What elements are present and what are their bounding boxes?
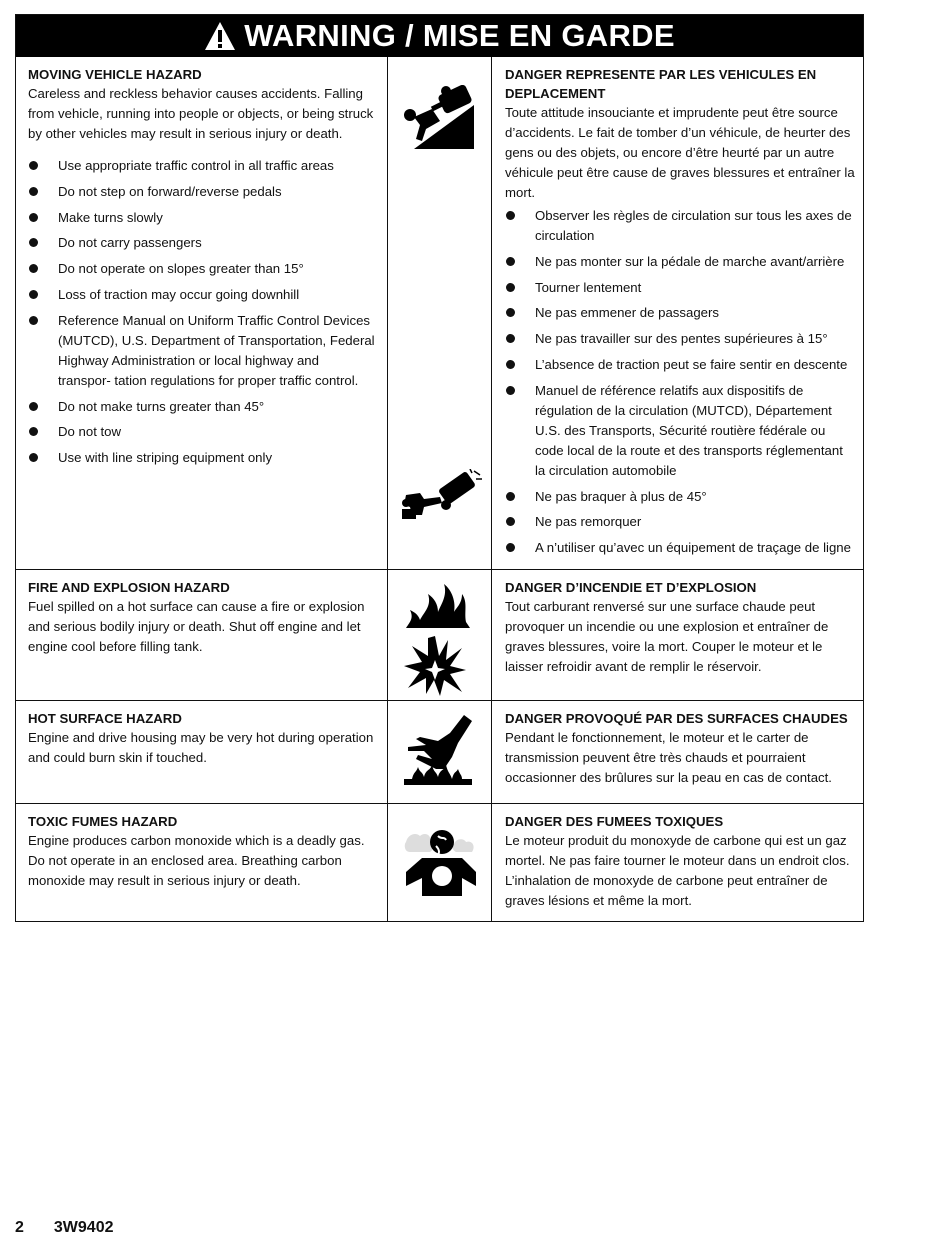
section-title: DANGER PROVOQUÉ PAR DES SURFACES CHAUDES: [505, 711, 848, 726]
list-item: Make turns slowly: [28, 208, 375, 228]
toxic-fumes-icons: [387, 804, 492, 921]
hot-surface-fr: [492, 701, 863, 803]
fire-icon: [406, 582, 470, 630]
list-item: Reference Manual on Uniform Traffic Control Devices (MUTCD), U.S. Department of Transportation, Federal Highway Administration or local highway and transpor- tation regulations for proper traffic control.: [28, 311, 375, 391]
list-item: Use with line striping equipment only: [28, 448, 375, 468]
banner-title: WARNING / MISE EN GARDE: [244, 18, 675, 53]
vehicle-collision-icon: [400, 469, 482, 523]
moving-vehicle-icons: [387, 57, 492, 569]
section-text: Careless and reckless behavior causes accidents. Falling from vehicle, running into people or objects, or being struck by other vehicles may result in serious injury or death.: [28, 86, 374, 141]
warning-triangle-icon: [204, 21, 236, 51]
moving-vehicle-fr: [492, 57, 863, 569]
section-text: Engine and drive housing may be very hot during operation and could burn skin if touched.: [28, 730, 374, 765]
list-item: Do not operate on slopes greater than 15°: [28, 259, 375, 279]
section-title: FIRE AND EXPLOSION HAZARD: [28, 580, 230, 595]
list-item: Ne pas travailler sur des pentes supérieures à 15°: [505, 329, 855, 349]
toxic-fumes-person-icon: [404, 828, 476, 896]
section-text: Engine produces carbon monoxide which is a deadly gas. Do not operate in an enclosed area. Breathing carbon monoxide may result in serious injury or death.: [28, 833, 365, 888]
section-text: Toute attitude insouciante et imprudente peut être source d’accidents. Le fait de tomber d’un véhicule, de heurter des gens ou des objets, ou encore d’être heurté par un autre véhicule peut être cause de graves blessures et entraîner la mort.: [505, 105, 855, 200]
explosion-icon: [404, 636, 466, 696]
section-text: Le moteur produit du monoxyde de carbone qui est un gaz mortel. Ne pas faire tourner le moteur dans un endroit clos. L’inhalation de monoxyde de carbone peut entraîner de graves lésions et même la mort.: [505, 833, 850, 908]
section-title: TOXIC FUMES HAZARD: [28, 814, 178, 829]
section-title: DANGER REPRESENTE PAR LES VEHICULES EN DEPLACEMENT: [505, 67, 817, 101]
moving-vehicle-row: [16, 57, 863, 569]
list-item: Ne pas emmener de passagers: [505, 303, 855, 323]
list-item: Do not make turns greater than 45°: [28, 397, 375, 417]
list-item: Ne pas remorquer: [505, 512, 855, 532]
falling-from-vehicle-icon: [402, 85, 476, 149]
list-item: Manuel de référence relatifs aux dispositifs de régulation de la circulation (MUTCD), Département U.S. des Transports, Sécurité routière fédérale ou code local de la route et des transports réglementant la circulation automobile: [505, 381, 855, 481]
hot-surface-icons: [387, 701, 492, 803]
hot-surface-row: [16, 700, 863, 803]
bullet-list: [505, 206, 855, 558]
fire-explosion-en: [16, 570, 387, 700]
toxic-fumes-en: [16, 804, 387, 921]
list-item: Use appropriate traffic control in all traffic areas: [28, 156, 375, 176]
toxic-fumes-fr: [492, 804, 863, 921]
section-title: MOVING VEHICLE HAZARD: [28, 67, 202, 82]
list-item: Observer les règles de circulation sur tous les axes de circulation: [505, 206, 855, 246]
bullet-list: [28, 156, 375, 468]
section-title: DANGER DES FUMEES TOXIQUES: [505, 814, 724, 829]
list-item: Tourner lentement: [505, 278, 855, 298]
fire-explosion-fr: [492, 570, 863, 700]
fire-explosion-icons: [387, 570, 492, 700]
list-item: A n’utiliser qu’avec un équipement de traçage de ligne: [505, 538, 855, 558]
page-number: 2: [15, 1219, 24, 1236]
list-item: Do not tow: [28, 422, 375, 442]
list-item: Loss of traction may occur going downhill: [28, 285, 375, 305]
section-text: Fuel spilled on a hot surface can cause a fire or explosion and serious bodily injury or death. Shut off engine and let engine cool before filling tank.: [28, 599, 365, 654]
hot-surface-hand-icon: [404, 713, 472, 789]
warning-banner: [16, 15, 863, 57]
list-item: Do not step on forward/reverse pedals: [28, 182, 375, 202]
list-item: Ne pas braquer à plus de 45°: [505, 487, 855, 507]
hot-surface-en: [16, 701, 387, 803]
section-text: Pendant le fonctionnement, le moteur et le carter de transmission peuvent être très chauds et pourraient occasionner des brûlures sur la peau en cas de contact.: [505, 730, 832, 785]
toxic-fumes-row: [16, 803, 863, 921]
fire-explosion-row: [16, 569, 863, 700]
document-number: 3W9402: [53, 1219, 114, 1236]
list-item: Do not carry passengers: [28, 233, 375, 253]
warning-sheet: [15, 14, 864, 922]
section-text: Tout carburant renversé sur une surface chaude peut provoquer un incendie ou une explosion et entraîner de graves blessures, voire la mort. Couper le moteur et le laisser refroidir avant de remplir le réservoir.: [505, 599, 829, 674]
page-footer: [15, 1219, 114, 1237]
list-item: L’absence de traction peut se faire sentir en descente: [505, 355, 855, 375]
section-title: DANGER D’INCENDIE ET D’EXPLOSION: [505, 580, 757, 595]
list-item: Ne pas monter sur la pédale de marche avant/arrière: [505, 252, 855, 272]
section-title: HOT SURFACE HAZARD: [28, 711, 182, 726]
moving-vehicle-en: [16, 57, 387, 569]
